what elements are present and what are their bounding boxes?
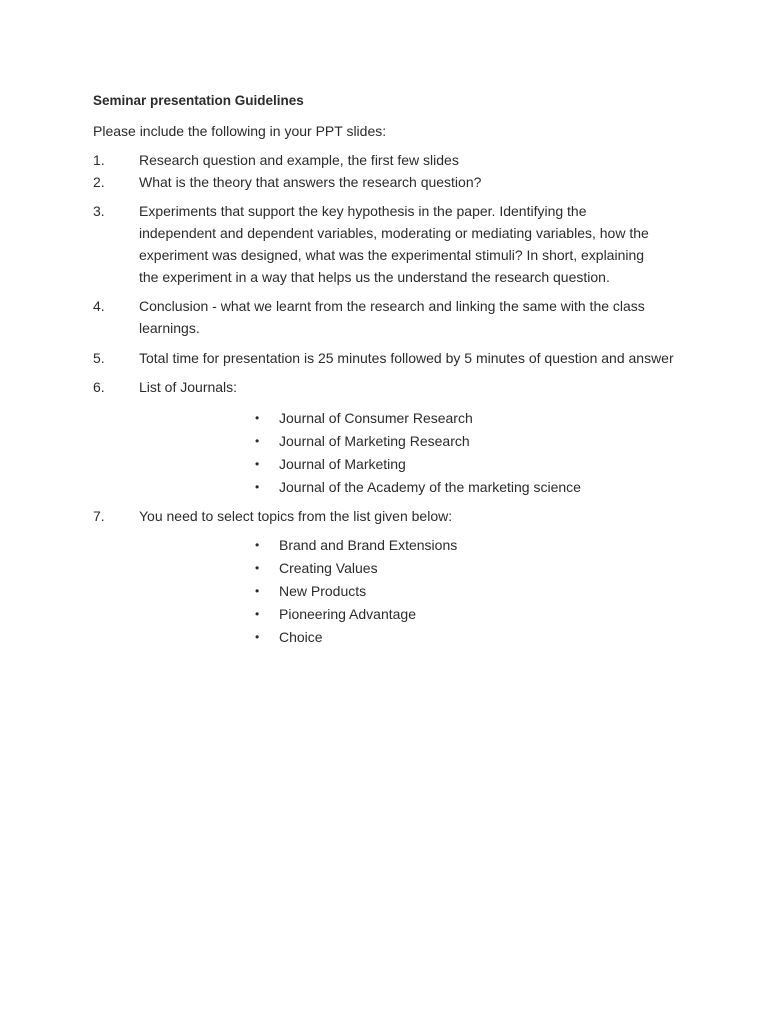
bullet-icon: • — [255, 411, 260, 425]
item-text-6: List of Journals: — [139, 379, 238, 395]
item-text-7: You need to select topics from the list given below: — [139, 508, 453, 524]
list-item — [253, 478, 581, 501]
item-number-7: 7. — [93, 508, 105, 524]
list-item — [253, 536, 457, 559]
item-number-2: 2. — [93, 174, 105, 190]
journal-name: Journal of Marketing Research — [279, 433, 470, 449]
item-number-4: 4. — [93, 298, 105, 314]
journal-name: Journal of the Academy of the marketing science — [279, 479, 581, 495]
list-item — [253, 432, 581, 455]
bullet-icon: • — [255, 630, 260, 644]
topics-list — [253, 536, 457, 651]
journal-name: Journal of Consumer Research — [279, 410, 473, 426]
topic-name: Pioneering Advantage — [279, 606, 416, 622]
intro-text: Please include the following in your PPT slides: — [93, 123, 387, 139]
topic-name: Brand and Brand Extensions — [279, 537, 458, 553]
journal-name: Journal of Marketing — [279, 456, 406, 472]
item-text-1: Research question and example, the first few slides — [139, 152, 459, 168]
bullet-icon: • — [255, 457, 260, 471]
bullet-icon: • — [255, 538, 260, 552]
list-item — [253, 605, 457, 628]
topic-name: New Products — [279, 583, 367, 599]
list-item — [253, 409, 581, 432]
document-title: Seminar presentation Guidelines — [93, 93, 304, 108]
item-text-4: Conclusion - what we learnt from the research and linking the same with the class learnings. — [139, 298, 645, 336]
item-number-1: 1. — [93, 152, 105, 168]
topic-name: Choice — [279, 629, 323, 645]
item-text-2: What is the theory that answers the research question? — [139, 174, 482, 190]
bullet-icon: • — [255, 480, 260, 494]
bullet-icon: • — [255, 607, 260, 621]
item-number-5: 5. — [93, 350, 105, 366]
bullet-icon: • — [255, 584, 260, 598]
list-item — [253, 455, 581, 478]
list-item — [253, 628, 457, 651]
bullet-icon: • — [255, 561, 260, 575]
item-text-3: Experiments that support the key hypothesis in the paper. Identifying the independent and dependent variables, moderating or mediating variables, how the experiment was designed, what was the experimental stimuli? In short, explaining the experiment in a way that helps us the understand the research question. — [139, 203, 649, 285]
bullet-icon: • — [255, 434, 260, 448]
topic-name: Creating Values — [279, 560, 378, 576]
list-item — [253, 582, 457, 605]
list-item — [253, 559, 457, 582]
item-text-5: Total time for presentation is 25 minutes followed by 5 minutes of question and answer — [139, 350, 674, 366]
item-number-6: 6. — [93, 379, 105, 395]
journals-list — [253, 409, 581, 501]
item-number-3: 3. — [93, 203, 105, 219]
